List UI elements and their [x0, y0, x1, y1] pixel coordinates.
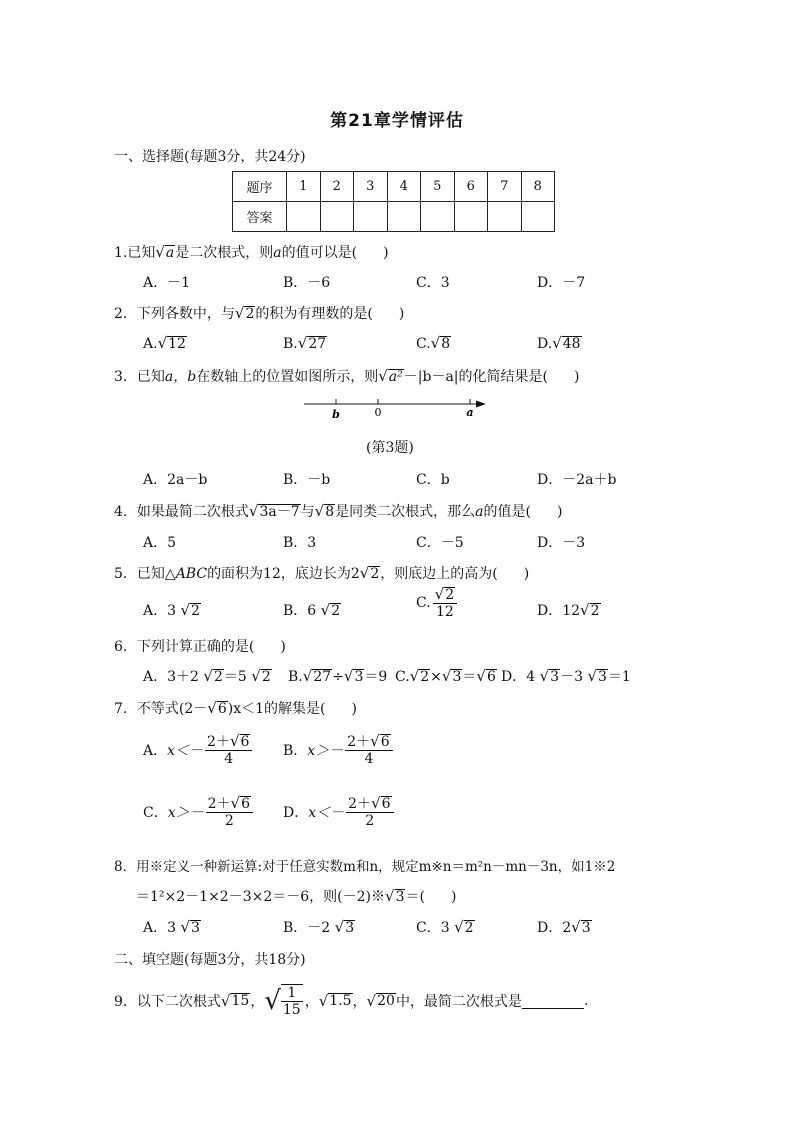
answer-cell[interactable]	[421, 202, 455, 232]
q2-option-b[interactable]: B.√27	[283, 334, 327, 352]
axis-label-0: 0	[374, 406, 382, 419]
q3-radicand: a²	[388, 369, 403, 385]
q9-frac: $\frac{1}{15}$	[282, 985, 301, 1019]
q3-vars: a，b	[164, 369, 197, 385]
answer-cell[interactable]	[287, 202, 321, 232]
q5-option-d[interactable]: D．12√2	[537, 601, 600, 619]
q2-option-c[interactable]: C.√8	[416, 334, 451, 352]
q8-option-a[interactable]: A．3 √3	[143, 918, 200, 936]
q2-text-pre: 2．下列各数中，与	[114, 306, 235, 322]
q4-option-c[interactable]: C．－5	[416, 535, 464, 551]
question-4: 4．如果最简二次根式√3a－7与√8是同类二次根式，那么a的值是( )	[114, 502, 563, 520]
table-cell-number: 1	[287, 172, 321, 202]
answer-cell[interactable]	[454, 202, 488, 232]
axis-arrow	[476, 401, 486, 408]
axis-label-a: a	[466, 406, 474, 419]
q6-close: )	[280, 639, 286, 655]
q6-option-b[interactable]: B.√27÷√3＝9	[288, 667, 388, 685]
question-9: 9．以下二次根式√15，√ $\frac{1}{15}$ ，√1.5，√20中，最简二次根式是 .	[114, 985, 589, 1019]
q7-option-b[interactable]: B．x＞－ $\frac{2+√6}{4}$	[283, 733, 395, 767]
table-cell-number: 3	[354, 172, 388, 202]
q4-radicand-1: 3a－7	[259, 504, 300, 520]
page-title: 第21章学情评估	[330, 111, 464, 131]
q6-option-c[interactable]: C.√2×√3＝√6	[395, 667, 496, 685]
q1-var: a	[273, 245, 282, 261]
q3-option-c[interactable]: C．b	[416, 472, 450, 488]
q6-text-pre: 6．下列计算正确的是(	[114, 639, 255, 655]
axis-label-b: b	[332, 408, 340, 421]
table-row-numbers	[233, 172, 555, 202]
q6-option-d[interactable]: D．4 √3－3 √3＝1	[501, 667, 631, 685]
q4-text-post: 是同类二次根式，那么	[335, 504, 476, 520]
q4-option-d[interactable]: D．－3	[537, 535, 586, 551]
q2-text-post: 的积为有理数的是(	[255, 306, 373, 322]
answer-table	[232, 171, 555, 232]
question-7: 7．不等式(2－√6)x＜1的解集是( )	[114, 699, 357, 717]
q4-text-pre: 4．如果最简二次根式	[114, 504, 249, 520]
question-5: 5．已知△ABC的面积为12，底边长为2√2，则底边上的高为( )	[114, 564, 530, 582]
table-cell-number: 8	[521, 172, 555, 202]
q8-option-b[interactable]: B．－2 √3	[283, 918, 355, 936]
table-cell-number: 5	[421, 172, 455, 202]
question-2: 2．下列各数中，与√2的积为有理数的是( )	[114, 304, 405, 322]
q2-option-d[interactable]: D.√48	[537, 334, 581, 352]
q1-text-mid: 是二次根式，则	[175, 245, 274, 261]
q3-text-post: －|b－a|的化简结果是(	[403, 369, 548, 385]
section-choice-heading: 一、选择题(每题3分，共24分)	[114, 149, 306, 165]
q7-text-post: )x＜1的解集是(	[227, 701, 326, 717]
q8-option-d[interactable]: D．2√3	[537, 918, 591, 936]
table-cell-number: 2	[320, 172, 354, 202]
q5-option-c[interactable]: C. $\frac{√2}{12}$	[416, 586, 459, 620]
q3-option-d[interactable]: D．－2a＋b	[537, 472, 617, 488]
question-8-line-2: ＝1²×2－1×2－3×2＝－6，则(－2)※√3＝( )	[136, 887, 457, 905]
q9-rad-4: 20	[377, 993, 395, 1010]
answer-cell[interactable]	[488, 202, 522, 232]
q4-option-b[interactable]: B．3	[283, 535, 317, 551]
answer-cell[interactable]	[320, 202, 354, 232]
question-8-line-1: 8．用※定义一种新运算:对于任意实数m和n，规定m※n＝m²n－mn－3n，如1※2	[114, 859, 616, 875]
q1-text-post: 的值可以是(	[281, 245, 358, 261]
question-1: 1.已知√a是二次根式，则a的值可以是( )	[114, 243, 389, 261]
q5-text-pre: 5．已知△	[114, 566, 176, 582]
q7-option-d[interactable]: D．x＜－ $\frac{2+√6}{2}$	[283, 795, 396, 829]
q3-option-b[interactable]: B．－b	[283, 472, 331, 488]
q3-option-a[interactable]: A．2a－b	[143, 472, 208, 488]
q7-option-c[interactable]: C．x＞－ $\frac{2+√6}{2}$	[143, 795, 255, 829]
q5-close: )	[523, 566, 530, 582]
q5-text-mid: 的面积为12，底边长为2	[207, 566, 360, 582]
q4-close: )	[556, 504, 563, 520]
table-cell-number: 7	[488, 172, 522, 202]
q7-option-a[interactable]: A．x＜－ $\frac{2+√6}{4}$	[143, 733, 254, 767]
q5-option-a[interactable]: A．3 √2	[143, 601, 200, 619]
table-header-label: 题序	[233, 172, 287, 202]
q5-option-b[interactable]: B．6 √2	[283, 601, 341, 619]
q2-option-a[interactable]: A.√12	[143, 334, 186, 352]
q9-rad-3: 1.5	[329, 993, 352, 1010]
q6-option-a[interactable]: A．3＋2 √2＝5 √2	[143, 667, 271, 685]
q1-text-pre: 1.已知	[114, 245, 156, 261]
q1-option-b[interactable]: B．－6	[283, 275, 331, 291]
q3-close: )	[573, 369, 580, 385]
table-cell-number: 4	[387, 172, 421, 202]
q5-radicand: 2	[370, 566, 380, 582]
q1-radicand: a	[165, 245, 175, 261]
q9-text-post: 中，最简二次根式是	[395, 994, 522, 1011]
q2-radicand: 2	[245, 306, 255, 322]
q3-text-mid: 在数轴上的位置如图所示，则	[196, 369, 379, 385]
q4-option-a[interactable]: A．5	[143, 535, 177, 551]
table-answer-label: 答案	[233, 202, 287, 232]
q9-text-pre: 9．以下二次根式	[114, 994, 221, 1011]
q7-close: )	[351, 701, 357, 717]
q2-close: )	[398, 306, 405, 322]
question-3: 3．已知a，b在数轴上的位置如图所示，则√a²－|b－a|的化简结果是( )	[114, 367, 580, 385]
answer-cell[interactable]	[354, 202, 388, 232]
q7-radicand: 6	[217, 701, 227, 717]
q1-option-d[interactable]: D．－7	[537, 275, 586, 291]
q3-text-pre: 3．已知	[114, 369, 165, 385]
q9-rad-1: 15	[231, 993, 250, 1010]
q8-option-c[interactable]: C．3 √2	[416, 918, 474, 936]
q3-number-line	[300, 396, 490, 422]
question-6	[114, 636, 286, 656]
answer-cell[interactable]	[387, 202, 421, 232]
q4-var: a	[475, 504, 484, 520]
section-fill-heading: 二、填空题(每题3分，共18分)	[114, 952, 306, 968]
q1-close: )	[383, 245, 389, 261]
q4-text-mid: 与	[300, 504, 315, 520]
q9-answer-blank[interactable]	[522, 994, 584, 1009]
q4-radicand-2: 8	[325, 504, 335, 520]
q1-option-c[interactable]: C．3	[416, 275, 450, 291]
q1-option-a[interactable]: A．－1	[143, 275, 191, 291]
q5-triangle: ABC	[175, 566, 208, 582]
q5-text-post: ，则底边上的高为(	[380, 566, 498, 582]
q4-text-post2: 的值是(	[483, 504, 531, 520]
q3-caption: (第3题)	[366, 440, 414, 456]
table-cell-number: 6	[454, 172, 488, 202]
q7-text-pre: 7．不等式(2－	[114, 701, 208, 717]
answer-cell[interactable]	[521, 202, 555, 232]
table-row-answers	[233, 202, 555, 232]
